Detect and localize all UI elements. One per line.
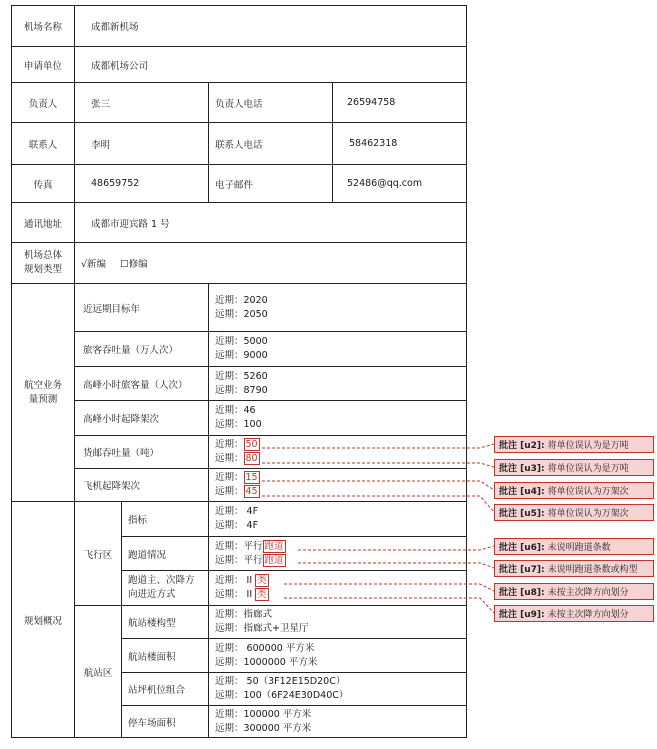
value-contact-phone[interactable]: 58462318: [332, 122, 467, 165]
label-fax: 传真: [11, 164, 75, 203]
comment-anchor-u8[interactable]: 类: [257, 575, 267, 586]
value-plan-type: [74, 242, 467, 284]
label-planning-section: 规划概况: [11, 501, 75, 738]
label-plan-type: 机场总体 规划类型: [11, 242, 75, 284]
flight-label-runway: 跑道情况: [121, 536, 209, 571]
label-forecast-section: 航空业务 量预测: [11, 283, 75, 502]
comment-u5[interactable]: 批注 [u5]: 将单位误认为万架次: [494, 504, 654, 521]
forecast-label-cargo: 货邮吞吐量（吨）: [74, 435, 209, 469]
forecast-value-aircraft-movements[interactable]: 近期： 15 远期： 45: [208, 468, 467, 502]
comment-u2[interactable]: 批注 [u2]: 将单位误认为是万吨: [494, 436, 654, 453]
label-email: 电子邮件: [208, 164, 333, 203]
terminal-value-parking[interactable]: 近期：100000 平方米 远期：300000 平方米: [208, 705, 467, 738]
forecast-value-cargo[interactable]: 近期： 50 远期： 80: [208, 435, 467, 469]
value-email[interactable]: 52486@qq.com: [332, 164, 467, 203]
option-new-checkbox[interactable]: √新编: [81, 259, 107, 270]
terminal-label-parking: 停车场面积: [121, 705, 209, 738]
flight-value-code[interactable]: 近期： 4F 远期： 4F: [208, 501, 467, 537]
option-revise-checkbox[interactable]: ☐修编: [120, 259, 148, 270]
terminal-value-stands[interactable]: 近期： 50（3F12E15D20C） 远期：100（6F24E30D40C）: [208, 672, 467, 706]
value-contact[interactable]: 李明: [74, 122, 209, 165]
label-person-phone: 负责人电话: [208, 82, 333, 123]
terminal-label-configuration: 航站楼构型: [121, 605, 209, 639]
comment-u6[interactable]: 批注 [u6]: 未说明跑道条数: [494, 538, 654, 555]
label-applicant: 申请单位: [11, 46, 75, 83]
terminal-label-stands: 站坪机位组合: [121, 672, 209, 706]
terminal-label-area: 航站楼面积: [121, 638, 209, 673]
forecast-label-passengers: 旅客吞吐量（万人次）: [74, 331, 209, 367]
forecast-label-peak-hour-movements: 高峰小时起降架次: [74, 400, 209, 436]
label-contact: 联系人: [11, 122, 75, 165]
label-airport-name: 机场名称: [11, 5, 75, 47]
comment-u9[interactable]: 批注 [u9]: 未按主次降方向划分: [494, 605, 654, 622]
comment-anchor-u5[interactable]: 45: [245, 486, 258, 497]
value-person-phone[interactable]: 26594758: [332, 82, 467, 123]
forecast-label-aircraft-movements: 飞机起降架次: [74, 468, 209, 502]
terminal-value-configuration[interactable]: 近期：指廊式 远期：指廊式+卫星厅: [208, 605, 467, 639]
value-applicant[interactable]: 成都机场公司: [74, 46, 467, 83]
terminal-value-area[interactable]: 近期： 600000 平方米 远期：1000000 平方米: [208, 638, 467, 673]
forecast-value-peak-hour-movements[interactable]: 近期：46 远期：100: [208, 400, 467, 436]
comment-u8[interactable]: 批注 [u8]: 未按主次降方向划分: [494, 583, 654, 600]
forecast-label-target-year: 近远期目标年: [74, 283, 209, 332]
label-address: 通讯地址: [11, 202, 75, 243]
comment-anchor-u2[interactable]: 50: [245, 439, 258, 450]
label-person-in-charge: 负责人: [11, 82, 75, 123]
forecast-label-peak-hour-passengers: 高峰小时旅客量（人次）: [74, 366, 209, 401]
value-address[interactable]: 成都市迎宾路 1 号: [74, 202, 467, 243]
value-person-in-charge[interactable]: 张三: [74, 82, 209, 123]
forecast-value-target-year[interactable]: 近期：2020 远期：2050: [208, 283, 467, 332]
comment-anchor-u3[interactable]: 80: [245, 453, 258, 464]
comment-u4[interactable]: 批注 [u4]: 将单位误认为万架次: [494, 482, 654, 499]
label-flight-area: 飞行区: [74, 501, 122, 606]
comment-u7[interactable]: 批注 [u7]: 未说明跑道条数或构型: [494, 560, 654, 577]
flight-label-code: 指标: [121, 501, 209, 537]
label-contact-phone: 联系人电话: [208, 122, 333, 165]
comment-anchor-u4[interactable]: 15: [245, 472, 258, 483]
value-airport-name[interactable]: 成都新机场: [74, 5, 467, 47]
comment-anchor-u7[interactable]: 跑道: [264, 554, 284, 566]
application-form-table: [11, 5, 467, 738]
comment-anchor-u6[interactable]: 跑道: [264, 540, 284, 552]
label-terminal-area: 航站区: [74, 605, 122, 738]
forecast-value-peak-hour-passengers[interactable]: 近期：5260 远期：8790: [208, 366, 467, 401]
flight-value-runway[interactable]: 近期：平行 跑道 远期：平行 跑道: [208, 536, 467, 571]
value-fax[interactable]: 48659752: [74, 164, 209, 203]
flight-label-approach: 跑道主、次降方 向进近方式: [121, 570, 209, 606]
comment-u3[interactable]: 批注 [u3]: 将单位误认为是万吨: [494, 459, 654, 476]
flight-value-approach[interactable]: 近期： II 类 远期： II 类: [208, 570, 467, 606]
comment-anchor-u9[interactable]: 类: [257, 589, 267, 600]
forecast-value-passengers[interactable]: 近期：5000 远期：9000: [208, 331, 467, 367]
